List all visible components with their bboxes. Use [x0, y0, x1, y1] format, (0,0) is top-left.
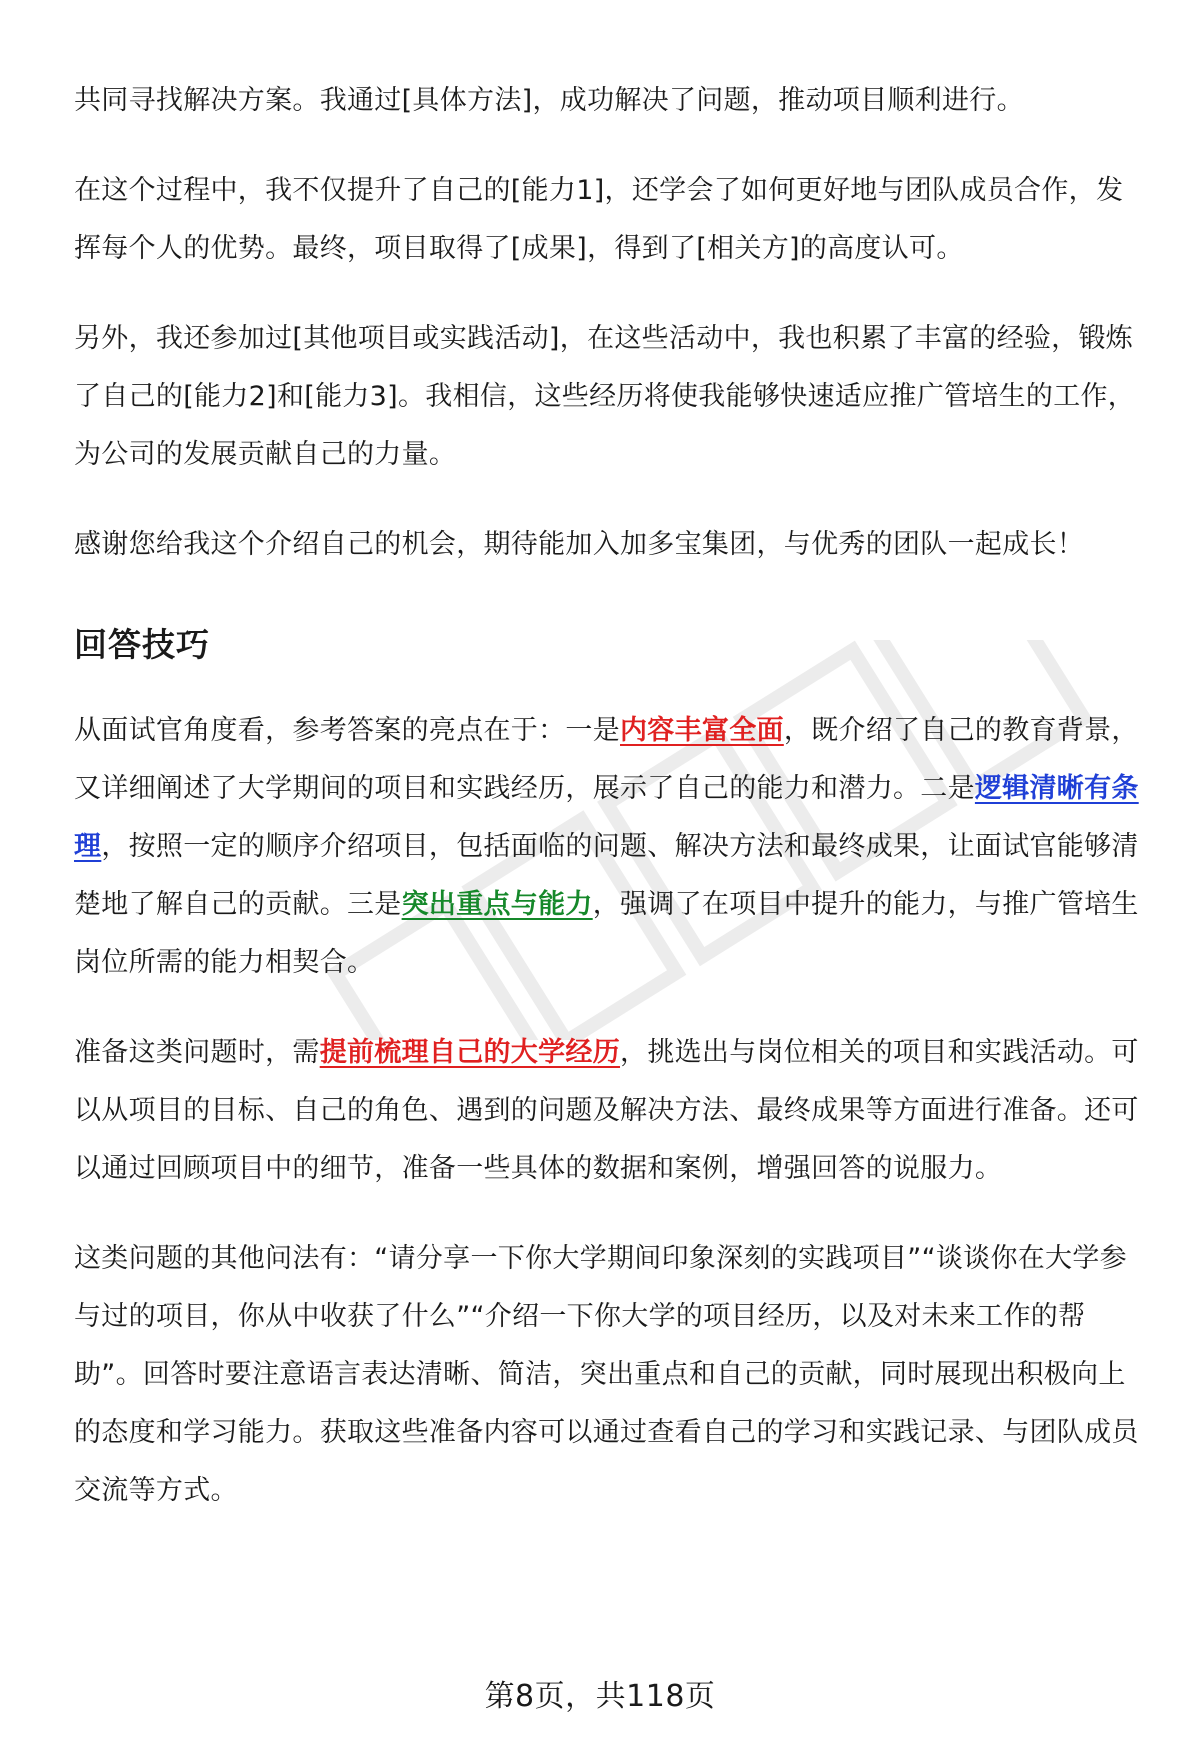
tips-text: ，强调了在项目中提升的能力，与推广管培生岗位所需的能力相契合。 [74, 889, 1139, 978]
tips-text: ，挑选出与岗位相关的项目和实践活动。可以从项目的目标、自己的角色、遇到的问题及解决方法、最终成果等方面进行准备。还可以通过回顾项目中的细节，准备一些具体的数据和案例，增强回答的说服力。 [74, 1037, 1139, 1184]
section-title-answer-tips: 回答技巧 [74, 625, 210, 664]
tips-paragraph-highlights [74, 702, 1150, 992]
highlight-key-abilities: 突出重点与能力 [401, 889, 593, 920]
highlight-sort-experience: 提前梳理自己的大学经历 [319, 1037, 621, 1068]
highlight-content-rich: 内容丰富全面 [620, 715, 784, 746]
document-body [74, 72, 1150, 1552]
answer-paragraph-2: 在这个过程中，我不仅提升了自己的[能力1]，还学会了如何更好地与团队成员合作，发挥每个人的优势。最终，项目取得了[成果]，得到了[相关方]的高度认可。 [74, 175, 1124, 264]
tips-text: ，既介绍了自己的教育背景，又详细阐述了大学期间的项目和实践经历，展示了自己的能力和潜力。二是 [74, 715, 1139, 804]
answer-paragraph-4: 感谢您给我这个介绍自己的机会，期待能加入加多宝集团，与优秀的团队一起成长！ [74, 529, 1085, 560]
tips-paragraph-preparation [74, 1024, 1150, 1198]
tips-text: 准备这类问题时，需 [74, 1037, 320, 1068]
tips-paragraph-alternatives: 这类问题的其他问法有：“请分享一下你大学期间印象深刻的实践项目”“谈谈你在大学参与过的项目，你从中收获了什么”“介绍一下你大学的项目经历，以及对未来工作的帮助”。回答时要注意语言表达清晰、简洁，突出重点和自己的贡献，同时展现出积极向上的态度和学习能力。获取这些准备内容可以通过查看自己的学习和实践记录、与团队成员交流等方式。 [74, 1243, 1139, 1506]
answer-paragraph-1: 共同寻找解决方案。我通过[具体方法]，成功解决了问题，推动项目顺利进行。 [74, 85, 1024, 116]
answer-paragraph-3: 另外，我还参加过[其他项目或实践活动]，在这些活动中，我也积累了丰富的经验，锻炼了自己的[能力2]和[能力3]。我相信，这些经历将使我能够快速适应推广管培生的工作，为公司的发展贡献自己的力量。 [74, 323, 1136, 470]
tips-text: ，按照一定的顺序介绍项目，包括面临的问题、解决方法和最终成果，让面试官能够清楚地了解自己的贡献。三是 [74, 831, 1139, 920]
tips-text: 从面试官角度看，参考答案的亮点在于：一是 [74, 715, 620, 746]
highlight-clear-logic: 逻辑清晰有条理 [74, 773, 1139, 862]
page-number-footer: 第8页，共118页 [484, 1679, 716, 1714]
